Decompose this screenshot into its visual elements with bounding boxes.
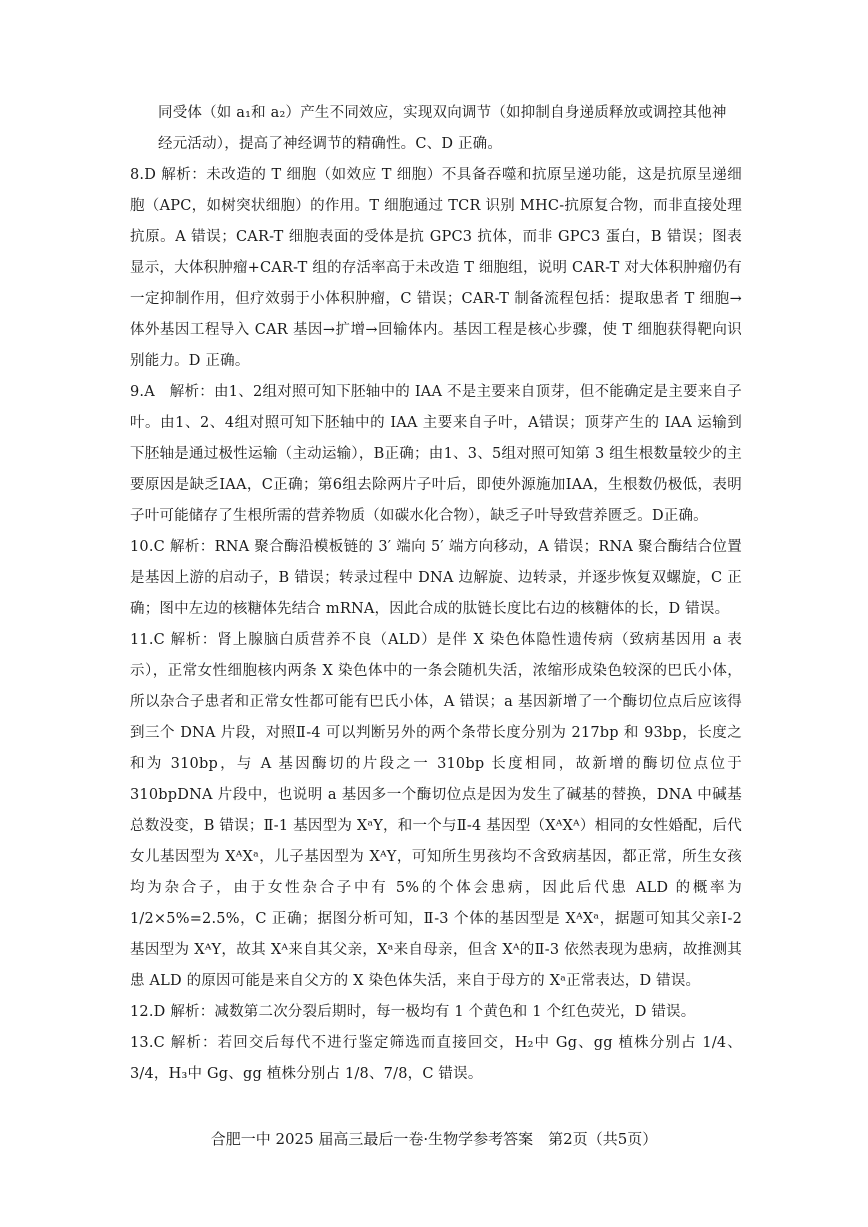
answer-item-12 [130, 997, 742, 1028]
answer-item-8 [130, 160, 742, 377]
answer-number: 8.D [130, 167, 157, 183]
answer-text: 解析：肾上腺脑白质营养不良（ALD）是伴 X 染色体隐性遗传病（致病基因用 a 表示），正常女性细胞核内两条 X 染色体中的一条会随机失活，浓缩形成染色较深的巴氏小体，所以杂合子患者和正常女性都可能有巴氏小体，A 错误；a 基因新增了一个酶切位点后应该得到三个 DNA 片段，对照Ⅱ-4 可以判断另外的两个条带长度分别为 217bp 和 93bp，长度之和为 310bp，与 A 基因酶切的片段之一 310bp 长度相同，故新增的酶切位点位于 310bpDNA 片段中，也说明 a 基因多一个酶切位点是因为发生了碱基的替换，DNA 中碱基总数没变，B 错误；Ⅱ-1 基因型为 XᵃY，和一个与Ⅱ-4 基因型（XᴬXᴬ）相同的女性婚配，后代女儿基因型为 XᴬXᵃ，儿子基因型为 XᴬY，可知所生男孩均不含致病基因，都正常，所生女孩均为杂合子，由于女性杂合子中有 5%的个体会患病，因此后代患 ALD 的概率为 1/2×5%=2.5%，C 正确；据图分析可知，Ⅱ-3 个体的基因型是 XᴬXᵃ，据题可知其父亲Ⅰ-2 基因型为 XᴬY，故其 Xᴬ来自其父亲，Xᵃ来自母亲，但含 Xᴬ的Ⅱ-3 依然表现为患病，故推测其患 ALD 的原因可能是来自父方的 X 染色体失活，来自于母方的 Xᵃ正常表达，D 错误。 [130, 632, 743, 989]
answer-item-9 [130, 377, 742, 532]
answer-item-13 [130, 1028, 742, 1090]
answer-text: 解析：未改造的 T 细胞（如效应 T 细胞）不具备吞噬和抗原呈递功能，这是抗原呈递细胞（APC，如树突状细胞）的作用。T 细胞通过 TCR 识别 MHC-抗原复合物，而非直接处理抗原。A 错误；CAR-T 细胞表面的受体是抗 GPC3 抗体，而非 GPC3 蛋白，B 错误；图表显示，大体积肿瘤+CAR-T 组的存活率高于未改造 T 细胞组，说明 CAR-T 对大体积肿瘤仍有一定抑制作用，但疗效弱于小体积肿瘤，C 错误；CAR-T 制备流程包括：提取患者 T 细胞→体外基因工程导入 CAR 基因→扩增→回输体内。基因工程是核心步骤，使 T 细胞获得靶向识别能力。D 正确。 [130, 167, 742, 369]
answer-number: 11.C [130, 632, 165, 648]
answer-item-11 [130, 625, 742, 997]
page-footer: 合肥一中 2025 届高三最后一卷·生物学参考答案 第2页（共5页） [210, 1130, 658, 1148]
answer-text: 解析：由1、2组对照可知下胚轴中的 IAA 不是主要来自顶芽，但不能确定是主要来自子叶。由1、2、4组对照可知下胚轴中的 IAA 主要来自子叶，A错误；顶芽产生的 IAA 运输到下胚轴是通过极性运输（主动运输），B正确；由1、3、5组对照可知第 3 组生根数量较少的主要原因是缺乏IAA，C正确；第6组去除两片子叶后，即使外源施加IAA，生根数仍极低，表明子叶可能储存了生根所需的营养物质（如碳水化合物），缺乏子叶导致营养匮乏。D正确。 [130, 384, 742, 524]
answer-text: 解析：RNA 聚合酶沿模板链的 3′ 端向 5′ 端方向移动，A 错误；RNA 聚合酶结合位置是基因上游的启动子，B 错误；转录过程中 DNA 边解旋、边转录，并逐步恢复双螺旋，C 正确；图中左边的核糖体先结合 mRNA，因此合成的肽链长度比右边的核糖体的长，D 错误。 [130, 539, 742, 617]
intro-line-1: 同受体（如 a₁和 a₂）产生不同效应，实现双向调节（如抑制自身递质释放或调控其他神 [158, 105, 727, 121]
answer-number: 9.A [130, 384, 155, 400]
answer-number: 12.D [130, 1004, 166, 1020]
answer-number: 10.C [130, 539, 165, 555]
answer-text: 解析：减数第二次分裂后期时，每一极均有 1 个黄色和 1 个红色荧光，D 错误。 [170, 1004, 696, 1020]
intro-line-2: 经元活动），提高了神经调节的精确性。C、D 正确。 [158, 136, 503, 152]
answer-text: 解析：若回交后每代不进行鉴定筛选而直接回交，H₂中 Gg、gg 植株分别占 1/4、3/4，H₃中 Gg、gg 植株分别占 1/8、7/8，C 错误。 [130, 1035, 742, 1082]
answer-item-10 [130, 532, 742, 625]
answer-content [130, 98, 742, 1090]
answer-number: 13.C [130, 1035, 165, 1051]
